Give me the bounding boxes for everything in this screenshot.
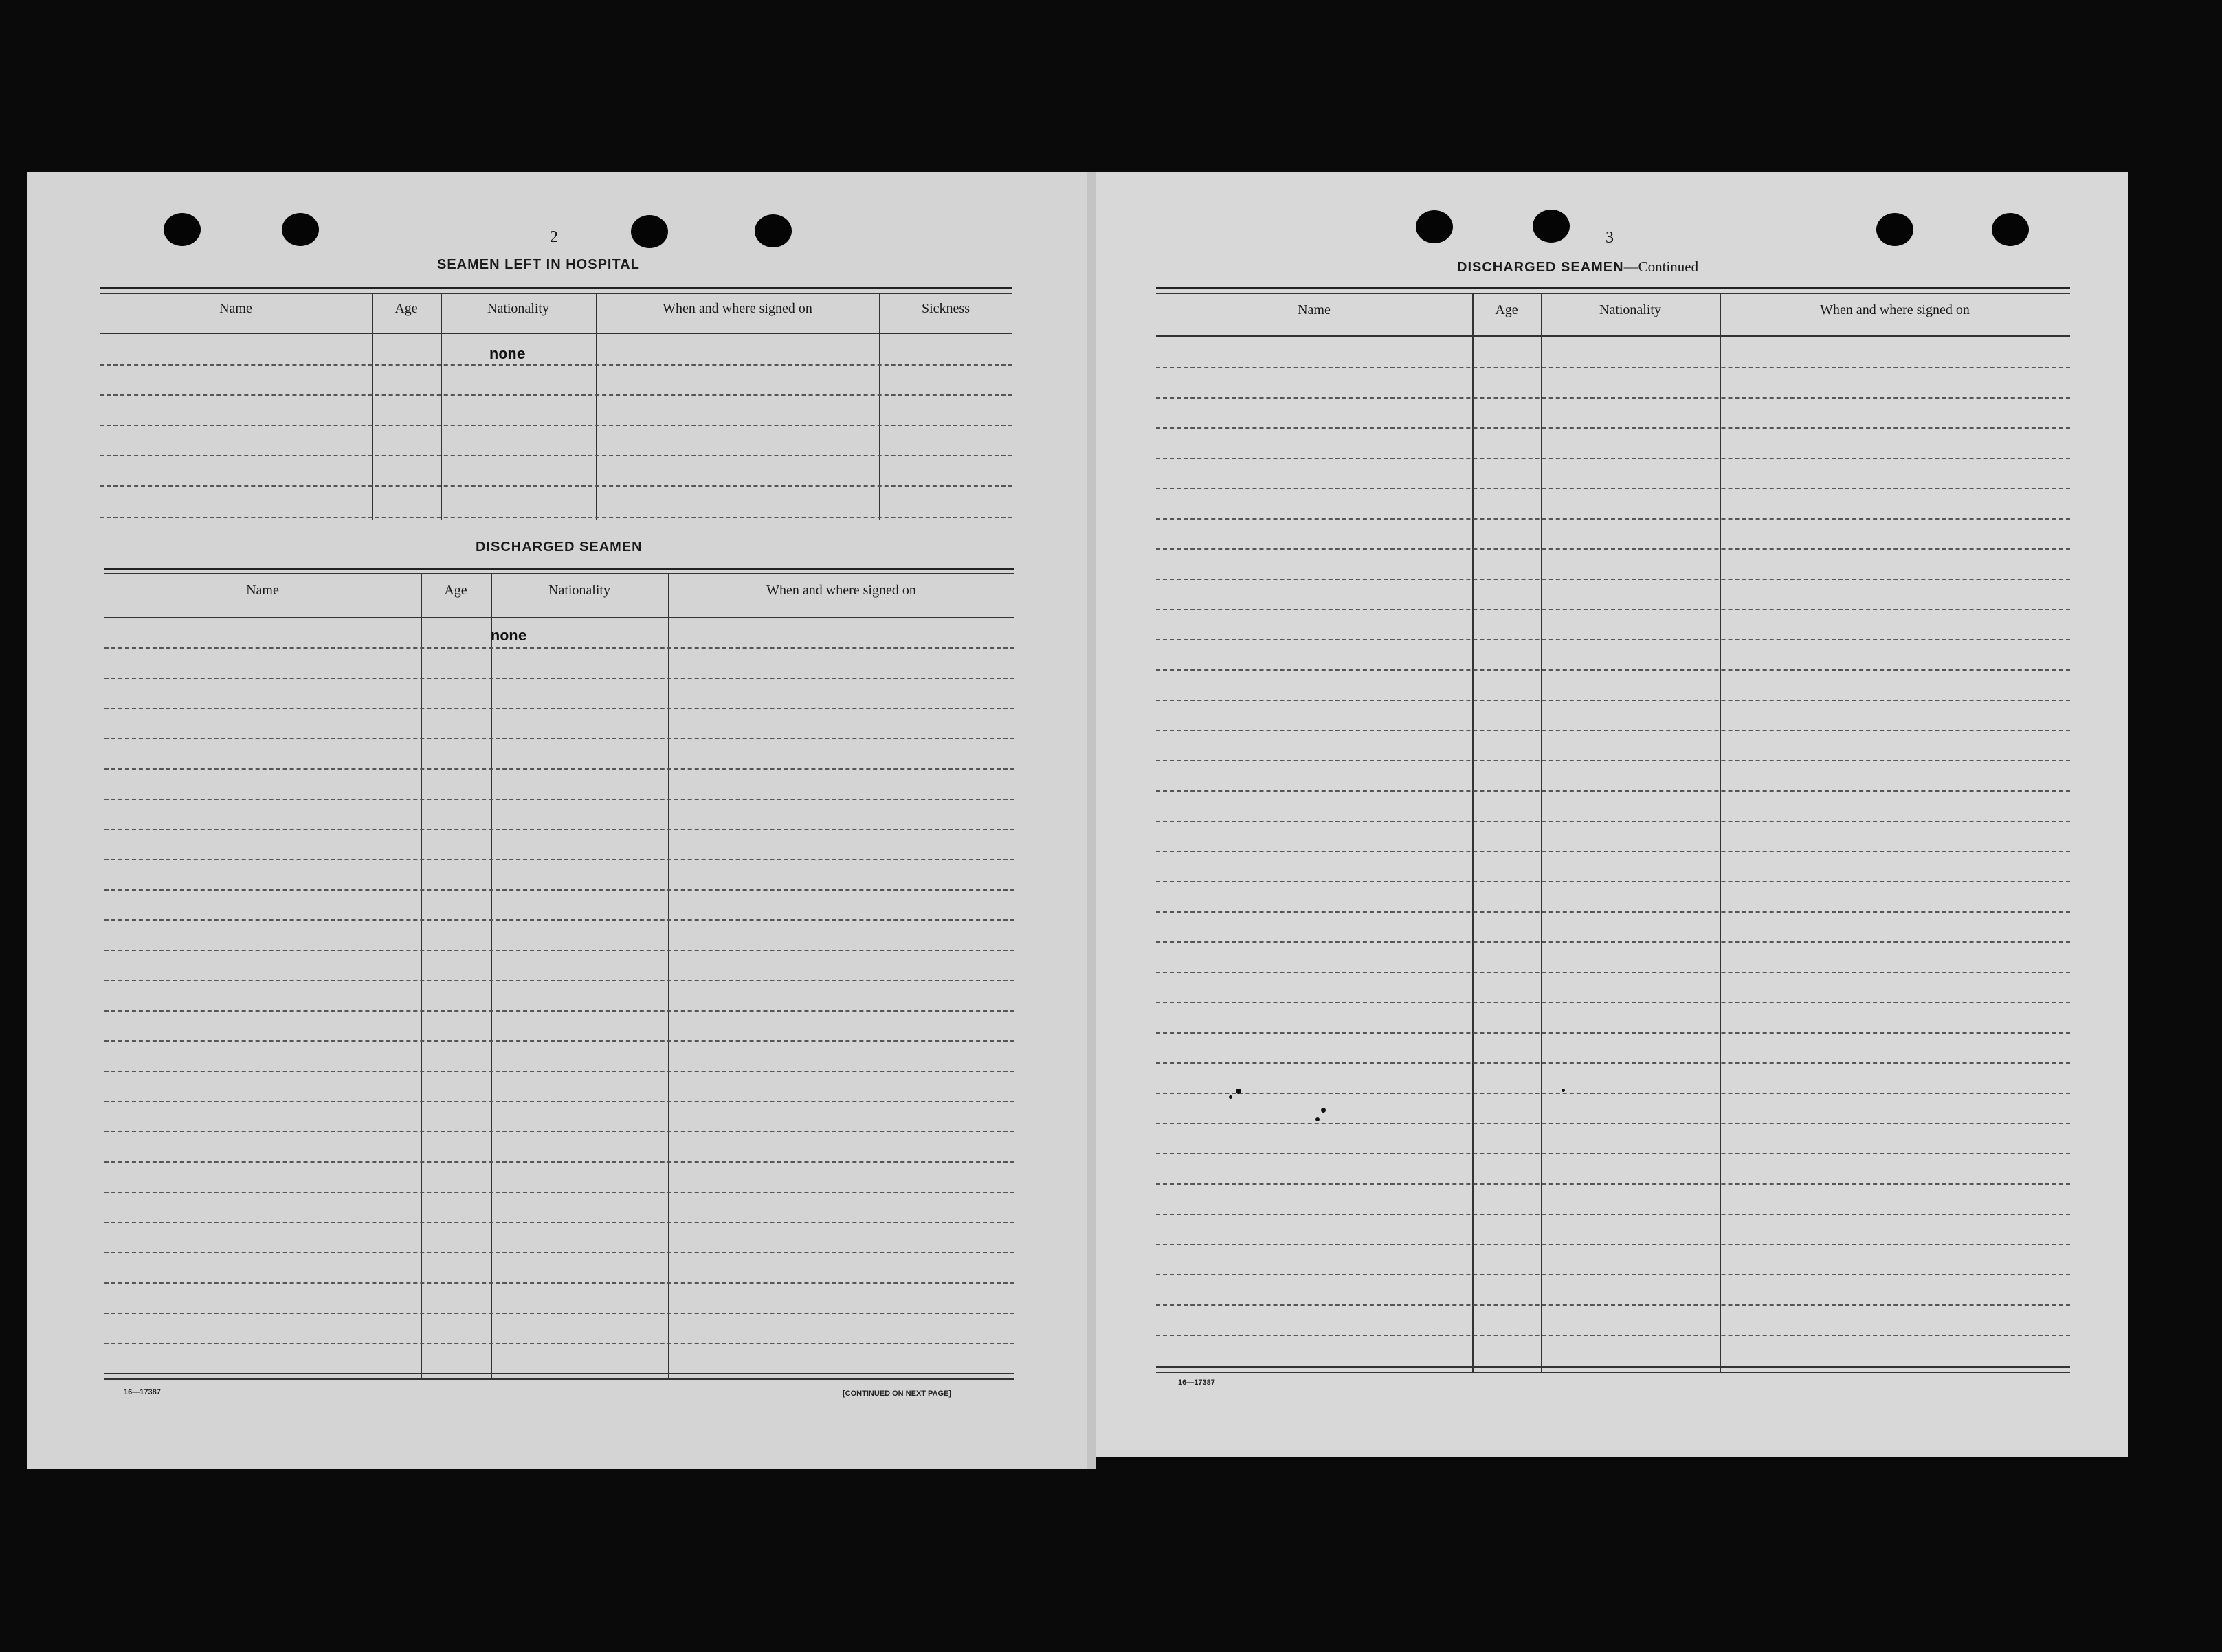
punch-hole — [1876, 213, 1913, 246]
hospital-table — [100, 287, 1012, 520]
punch-hole — [164, 213, 201, 246]
column-header-sickness: Sickness — [922, 301, 970, 316]
section-title-hospital: SEAMEN LEFT IN HOSPITAL — [437, 257, 640, 272]
section-title-discharged: DISCHARGED SEAMEN — [476, 539, 643, 555]
punch-hole — [631, 215, 668, 248]
section-title-suffix: —Continued — [1623, 258, 1699, 275]
page-number: 3 — [1606, 229, 1614, 247]
discharged-continued-table — [1156, 287, 2070, 1374]
discharged-table — [104, 568, 1014, 1380]
punch-hole — [1416, 210, 1453, 243]
hospital-entry: none — [489, 346, 526, 364]
section-title-discharged-continued — [1457, 258, 1698, 276]
ink-speck — [1315, 1117, 1320, 1121]
column-header-nationality: Nationality — [487, 301, 549, 316]
punch-hole — [1533, 210, 1570, 243]
column-header-signed-on: When and where signed on — [766, 583, 916, 598]
page-gutter — [1087, 172, 1096, 1469]
ink-speck — [1236, 1089, 1241, 1094]
column-header-age: Age — [395, 301, 418, 316]
column-header-signed-on: When and where signed on — [663, 301, 812, 316]
punch-hole — [755, 214, 792, 247]
continued-note: [CONTINUED ON NEXT PAGE] — [843, 1389, 952, 1398]
column-header-signed-on: When and where signed on — [1820, 302, 1970, 317]
column-header-name: Name — [1298, 302, 1331, 317]
column-header-age: Age — [444, 583, 467, 598]
form-number: 16—17387 — [124, 1388, 161, 1396]
column-header-name: Name — [246, 583, 279, 598]
form-number: 16—17387 — [1178, 1378, 1215, 1387]
section-title-text: DISCHARGED SEAMEN — [1457, 260, 1624, 275]
ink-speck — [1321, 1108, 1326, 1113]
column-header-name: Name — [219, 301, 252, 316]
ink-speck — [1562, 1089, 1565, 1092]
discharged-entry: none — [491, 628, 527, 645]
column-header-age: Age — [1495, 302, 1518, 317]
column-header-nationality: Nationality — [1599, 302, 1661, 317]
punch-hole — [1992, 213, 2029, 246]
punch-hole — [282, 213, 319, 246]
ink-speck — [1229, 1095, 1232, 1099]
page-number: 2 — [550, 228, 558, 246]
column-header-nationality: Nationality — [548, 583, 610, 598]
